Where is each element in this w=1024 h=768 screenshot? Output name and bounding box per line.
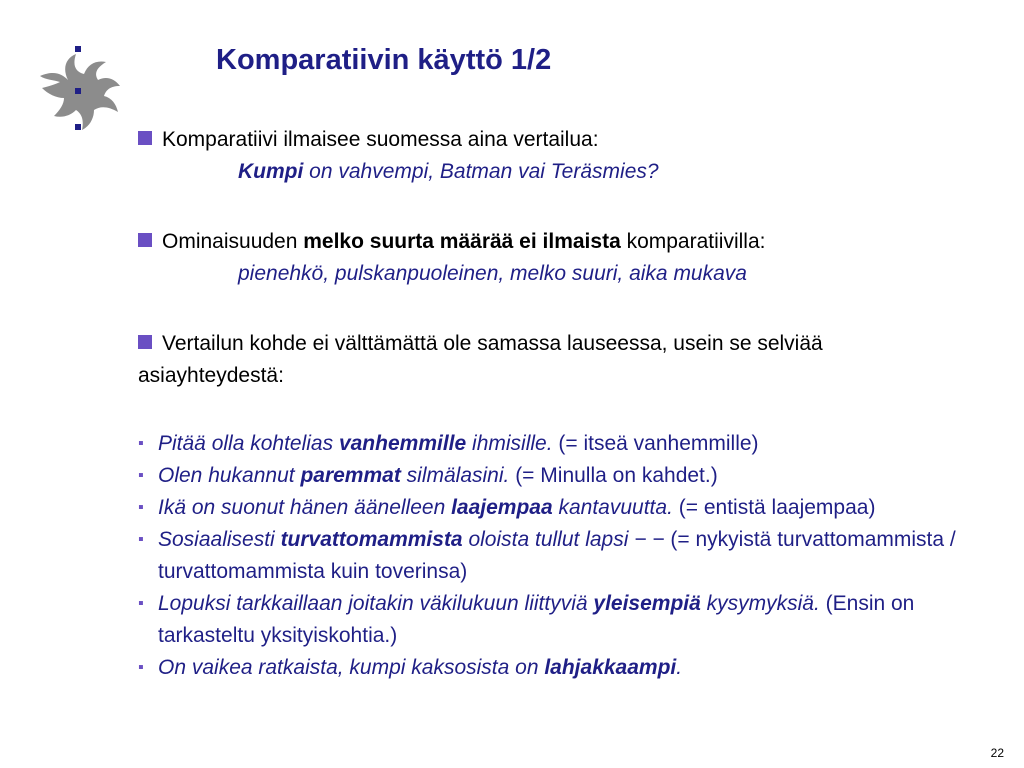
example-bold: Kumpi — [238, 160, 304, 183]
example-post: ihmisille. — [466, 432, 553, 455]
example-pre: Ikä on suonut hänen äänelleen — [158, 496, 452, 519]
example-post: kysymyksiä. — [700, 592, 820, 615]
small-square-bullet-icon: ▪ — [138, 467, 144, 484]
example-bold: paremmat — [300, 464, 401, 487]
bullet-text-post: komparatiivilla: — [620, 230, 766, 253]
list-item — [138, 428, 998, 460]
list-item — [138, 492, 998, 524]
small-square-bullet-icon: ▪ — [138, 595, 144, 612]
bullet-text: Komparatiivi ilmaisee suomessa aina vertailua: — [162, 128, 599, 151]
list-item — [138, 652, 998, 684]
bullet-point-2 — [138, 226, 998, 258]
bullet-text-line1: Vertailun kohde ei välttämättä ole samassa lauseessa, usein se selviää — [162, 332, 823, 355]
example-note: (Ensin on tarkasteltu yksityiskohtia.) — [158, 592, 915, 647]
example-pre: Olen hukannut — [158, 464, 301, 487]
example-note: (= nykyistä turvattomammista / turvattomammista kuin toverinsa) — [158, 528, 956, 583]
square-bullet-icon — [138, 335, 152, 349]
example-pre: Sosiaalisesti — [158, 528, 281, 551]
example-sentence-2: pienehkö, pulskanpuoleinen, melko suuri, aika mukava — [238, 262, 747, 285]
example-note: (= Minulla on kahdet.) — [509, 464, 718, 487]
bullet-point-3 — [138, 328, 998, 360]
example-post: oloista tullut lapsi − − — [462, 528, 665, 551]
bullet-text-line2: asiayhteydestä: — [138, 364, 284, 387]
example-pre: Pitää olla kohtelias — [158, 432, 339, 455]
example-pre: Lopuksi tarkkaillaan joitakin väkilukuun liittyviä — [158, 592, 594, 615]
example-bold: lahjakkaampi — [544, 656, 677, 679]
page-number: 22 — [990, 746, 1004, 760]
slide-title: Komparatiivin käyttö 1/2 — [216, 44, 552, 76]
flame-logo-icon — [36, 44, 126, 136]
example-bold: vanhemmille — [338, 432, 467, 455]
list-item — [138, 460, 998, 492]
example-sentence-1 — [138, 156, 998, 188]
small-square-bullet-icon: ▪ — [138, 499, 144, 516]
small-square-bullet-icon: ▪ — [138, 531, 144, 548]
list-item — [138, 524, 998, 588]
slide-content — [138, 124, 998, 684]
small-square-bullet-icon: ▪ — [138, 659, 144, 676]
list-item — [138, 588, 998, 652]
example-post: . — [676, 656, 683, 679]
example-post: kantavuutta. — [552, 496, 673, 519]
example-post: silmälasini. — [400, 464, 510, 487]
square-bullet-icon — [138, 233, 152, 247]
example-note: (= itseä vanhemmille) — [552, 432, 759, 455]
small-square-bullet-icon: ▪ — [138, 435, 144, 452]
example-bold: yleisempiä — [593, 592, 701, 615]
bullet-text-bold: melko suurta määrää ei ilmaista — [303, 230, 621, 253]
example-pre: On vaikea ratkaista, kumpi kaksosista on — [158, 656, 545, 679]
example-bold: laajempaa — [451, 496, 553, 519]
example-bold: turvattomammista — [280, 528, 463, 551]
example-note: (= entistä laajempaa) — [672, 496, 876, 519]
bullet-text-pre: Ominaisuuden — [162, 230, 304, 253]
square-bullet-icon — [138, 131, 152, 145]
bullet-point-1 — [138, 124, 998, 156]
example-list — [138, 428, 998, 684]
example-rest: on vahvempi, Batman vai Teräsmies? — [303, 160, 659, 183]
